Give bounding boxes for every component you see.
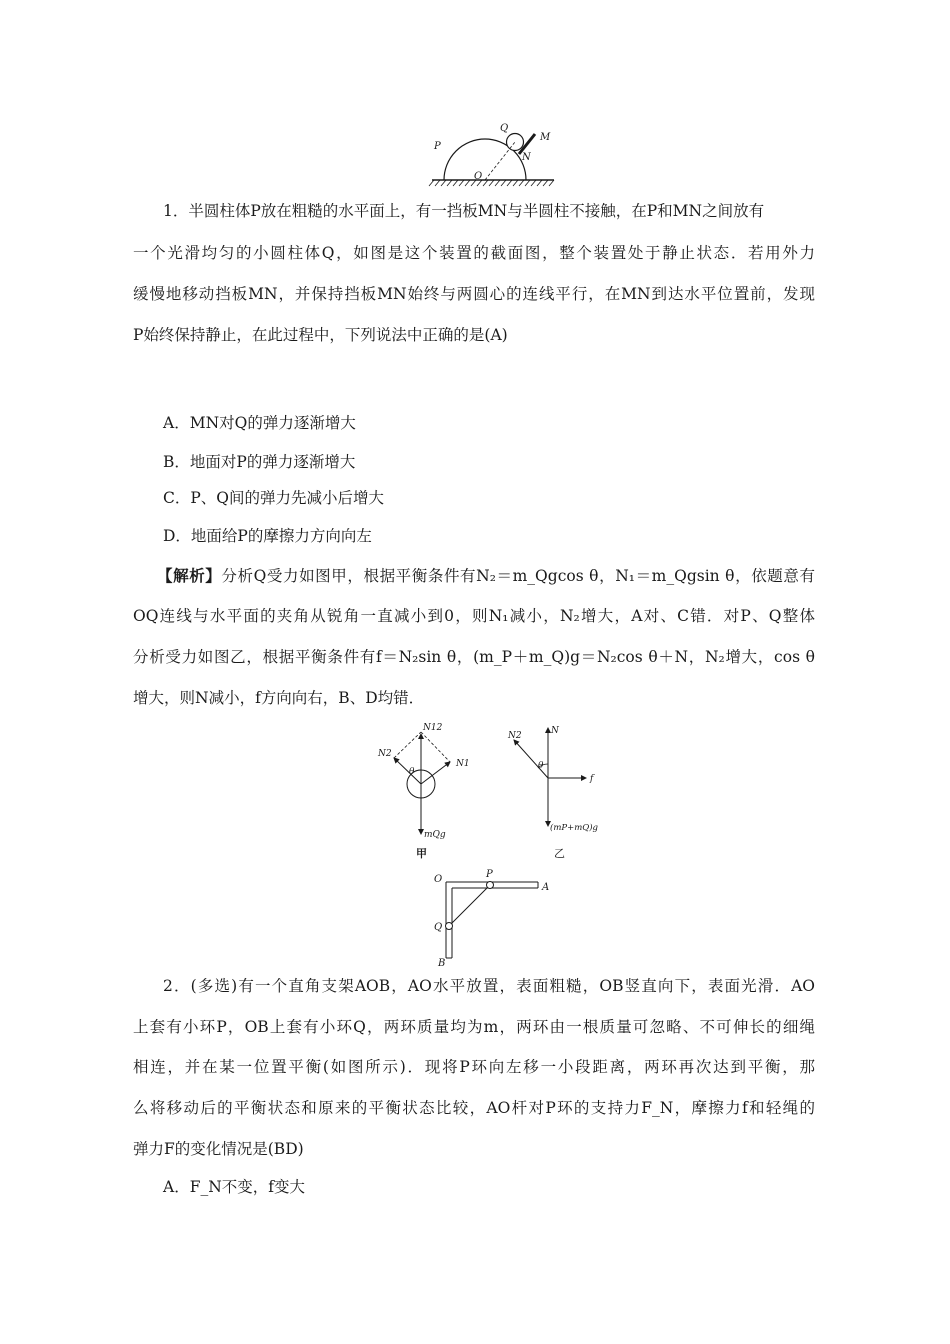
label-B-frame: B	[438, 958, 446, 968]
q2-line-5: 弹力F的变化情况是(BD)	[133, 1140, 304, 1158]
q2-option-a: A．F_N不变，f变大	[163, 1178, 305, 1196]
label-theta-yi: θ	[538, 761, 544, 771]
q1-analysis-line-3: 分析受力如图乙，根据平衡条件有f＝N₂sin θ，(m_P＋m_Q)g＝N₂cos θ＋N，N₂增大，cos θ	[133, 648, 815, 666]
label-N-yi: N	[551, 726, 559, 736]
q1-line-2: 一个光滑均匀的小圆柱体Q，如图是这个装置的截面图，整个装置处于静止状态．若用外力	[133, 244, 815, 262]
q2-line-2: 上套有小环P，OB上套有小环Q，两环质量均为m，两环由一根质量可忽略、不可伸长的细绳	[133, 1018, 815, 1036]
q1-analysis-line-1	[157, 566, 815, 586]
q2-line-1: 2．(多选)有一个直角支架AOB，AO水平放置，表面粗糙，OB竖直向下，表面光滑．AO	[163, 977, 815, 995]
label-Q: Q	[500, 123, 509, 134]
q1-line-4: P始终保持静止，在此过程中，下列说法中正确的是(A)	[133, 326, 508, 344]
label-P: P	[434, 141, 441, 152]
label-P-frame: P	[486, 869, 493, 880]
label-weight-jia: mQg	[424, 830, 446, 840]
q1-option-c: C．P、Q间的弹力先减小后增大	[163, 489, 384, 507]
q1-option-b: B．地面对P的弹力逐渐增大	[163, 453, 356, 471]
analysis-tag: 【解析】	[157, 566, 222, 585]
label-N2-jia: N2	[378, 749, 392, 759]
label-O: O	[474, 171, 483, 182]
q1-option-d: D．地面给P的摩擦力方向向左	[163, 527, 372, 545]
label-Q-frame: Q	[434, 922, 443, 933]
label-O-frame: O	[434, 874, 443, 885]
label-N: N	[522, 152, 531, 163]
label-f-yi: f	[590, 774, 594, 784]
label-M: M	[540, 132, 551, 143]
caption-yi: 乙	[554, 847, 565, 860]
q2-line-4: 么将移动后的平衡状态和原来的平衡状态比较，AO杆对P环的支持力F_N，摩擦力f和轻绳的	[133, 1099, 815, 1117]
q1-line-1: 1．半圆柱体P放在粗糙的水平面上，有一挡板MN与半圆柱不接触，在P和MN之间放有	[163, 202, 765, 220]
figure-force-yi	[500, 716, 630, 862]
figure-force-jia	[370, 716, 480, 862]
analysis-text-1: 分析Q受力如图甲，根据平衡条件有N₂＝m_Qgcos θ，N₁＝m_Qgsin θ，依题意有	[221, 567, 815, 585]
caption-jia: 甲	[416, 847, 427, 860]
q2-line-3: 相连，并在某一位置平衡(如图所示)．现将P环向左移一小段距离，两环再次达到平衡，那	[133, 1058, 815, 1076]
label-weight-yi: (mP+mQ)g	[550, 823, 599, 833]
q1-option-a: A．MN对Q的弹力逐渐增大	[163, 414, 356, 432]
label-N1: N1	[456, 759, 470, 769]
q1-analysis-line-4: 增大，则N减小，f方向向右，B、D均错．	[133, 689, 425, 707]
q1-analysis-line-2: OQ连线与水平面的夹角从锐角一直减小到0，则N₁减小，N₂增大，A对、C错．对P、Q整体	[133, 607, 815, 625]
figure-semicylinder	[428, 118, 556, 190]
label-theta-jia: θ	[409, 767, 415, 777]
label-N2-yi: N2	[508, 731, 522, 741]
figure-frame-aob	[428, 868, 558, 968]
q1-line-3: 缓慢地移动挡板MN，并保持挡板MN始终与两圆心的连线平行，在MN到达水平位置前，发现	[133, 285, 815, 303]
label-A-frame: A	[542, 882, 550, 893]
label-N12: N12	[423, 723, 443, 733]
